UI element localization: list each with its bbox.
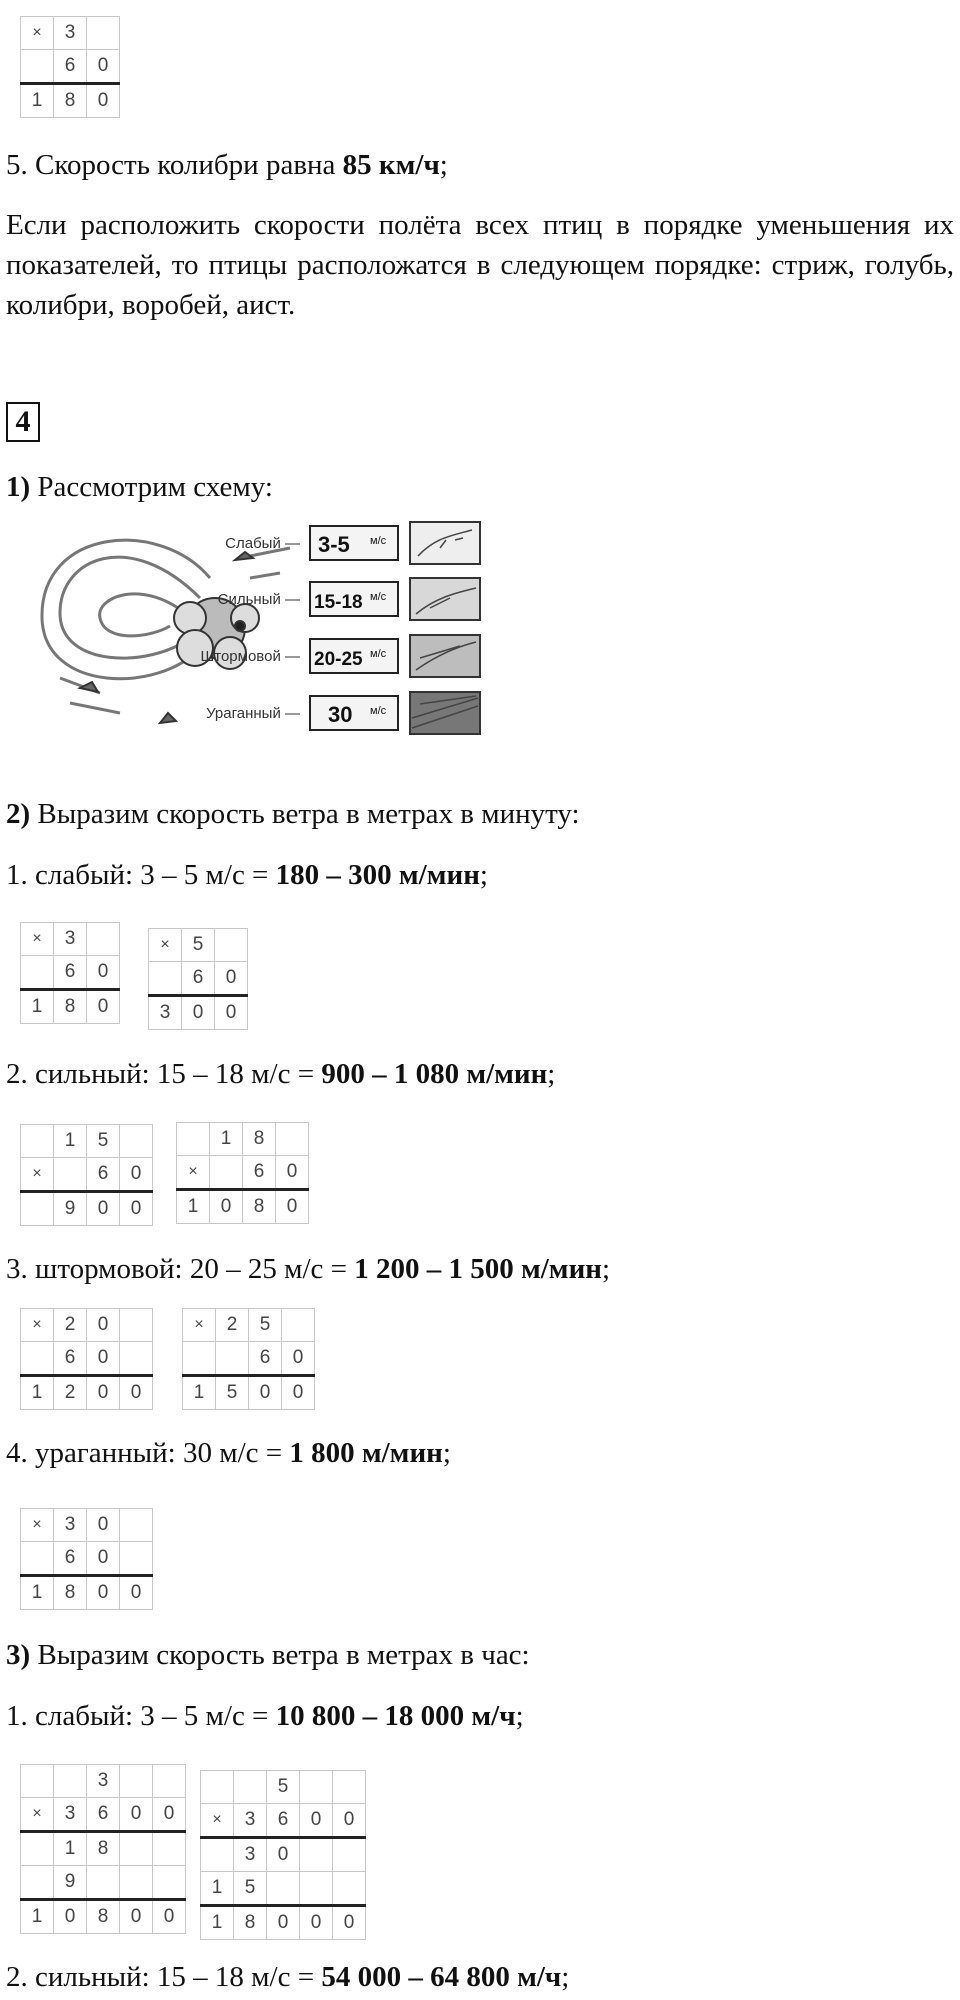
grid-cell: 0 — [87, 1576, 120, 1610]
item-prefix: 2. сильный: 15 – 18 м/с = — [6, 1058, 322, 1090]
grid-cell: × — [21, 923, 54, 956]
grid-cell: 5 — [267, 1771, 300, 1804]
grid-cell: 5 — [87, 1125, 120, 1158]
scheme-label-storm: Штормовой — — [200, 648, 300, 665]
storm-wind-picture — [410, 635, 480, 677]
s3-item-strong — [6, 1958, 569, 1996]
scheme-value-storm: 20-25 — [314, 649, 363, 670]
scheme-label-weak: Слабый — — [225, 535, 300, 552]
grid-cell — [149, 962, 182, 996]
grid-cell — [21, 1125, 54, 1158]
step1-line — [6, 468, 273, 506]
grid-cell: 9 — [54, 1192, 87, 1226]
grid-cell: 0 — [300, 1906, 333, 1940]
grid-cell: × — [149, 929, 182, 962]
item-value: 54 000 – 64 800 м/ч — [321, 1961, 562, 1993]
item-value: 10 800 – 18 000 м/ч — [275, 1700, 516, 1732]
grid-cell: 1 — [183, 1376, 216, 1410]
hurricane-wind-picture — [410, 692, 480, 734]
calc-1500 — [182, 1308, 315, 1410]
grid-cell: 0 — [153, 1900, 186, 1934]
grid-cell: 0 — [276, 1190, 309, 1224]
grid-cell: 0 — [210, 1190, 243, 1224]
grid-cell — [21, 1765, 54, 1798]
grid-cell — [300, 1872, 333, 1906]
calc-300 — [148, 928, 248, 1030]
s2-item-weak — [6, 856, 488, 894]
grid-cell — [201, 1838, 234, 1872]
grid-cell: 5 — [249, 1309, 282, 1342]
grid-cell: 8 — [54, 1576, 87, 1610]
grid-cell: 3 — [54, 1509, 87, 1542]
grid-cell: 8 — [87, 1832, 120, 1866]
item5-line — [6, 146, 448, 184]
grid-cell: 5 — [234, 1872, 267, 1906]
grid-cell: 1 — [177, 1190, 210, 1224]
grid-cell: 3 — [87, 1765, 120, 1798]
calc-18000 — [200, 1770, 366, 1940]
item-suffix: ; — [442, 1437, 451, 1469]
item-value: 1 200 – 1 500 м/мин — [354, 1253, 602, 1285]
grid-cell — [120, 1342, 153, 1376]
scheme-value-strong: 15-18 — [314, 592, 363, 613]
grid-cell: × — [177, 1156, 210, 1190]
grid-cell: 6 — [54, 956, 87, 990]
grid-cell — [21, 50, 54, 84]
grid-cell: × — [201, 1804, 234, 1838]
scheme-value-weak: 3-5 — [318, 532, 350, 557]
grid-cell: 8 — [243, 1190, 276, 1224]
item-prefix: 1. слабый: 3 – 5 м/с = — [6, 1700, 276, 1732]
grid-cell: 0 — [215, 996, 248, 1030]
grid-cell: 0 — [276, 1156, 309, 1190]
grid-cell — [120, 1765, 153, 1798]
grid-cell: 6 — [243, 1156, 276, 1190]
calc-60x3 — [20, 16, 120, 118]
item-prefix: 4. ураганный: 30 м/с = — [6, 1437, 290, 1469]
step2-text: Выразим скорость ветра в метрах в минуту: — [30, 798, 580, 830]
grid-cell — [120, 1866, 153, 1900]
grid-cell: 1 — [201, 1872, 234, 1906]
grid-cell: 0 — [87, 1309, 120, 1342]
step3-line — [6, 1636, 530, 1674]
item5-prefix: 5. Скорость колибри равна — [6, 149, 343, 181]
grid-cell: 6 — [54, 1342, 87, 1376]
grid-cell — [120, 1832, 153, 1866]
grid-cell: 2 — [216, 1309, 249, 1342]
grid-cell — [282, 1309, 315, 1342]
grid-cell: 0 — [300, 1804, 333, 1838]
grid-cell: 9 — [54, 1866, 87, 1900]
grid-cell: × — [21, 1309, 54, 1342]
item-prefix: 2. сильный: 15 – 18 м/с = — [6, 1961, 322, 1993]
step3-text: Выразим скорость ветра в метрах в час: — [30, 1639, 530, 1671]
grid-cell: 5 — [216, 1376, 249, 1410]
grid-cell: 2 — [54, 1376, 87, 1410]
step1-text: Рассмотрим схему: — [30, 471, 273, 503]
s3-item-weak — [6, 1697, 524, 1735]
item-value: 1 800 м/мин — [289, 1437, 443, 1469]
grid-cell — [300, 1771, 333, 1804]
grid-cell — [120, 1309, 153, 1342]
grid-cell: 0 — [87, 956, 120, 990]
calc-10800 — [20, 1764, 186, 1934]
scheme-unit: м/с — [370, 591, 387, 603]
grid-cell: 0 — [87, 1376, 120, 1410]
grid-cell — [21, 1342, 54, 1376]
grid-cell: 6 — [54, 1542, 87, 1576]
grid-cell: 6 — [182, 962, 215, 996]
step3-num: 3) — [6, 1639, 31, 1671]
grid-cell: 8 — [54, 990, 87, 1024]
grid-cell: 0 — [333, 1804, 366, 1838]
grid-cell: 8 — [87, 1900, 120, 1934]
grid-cell — [333, 1872, 366, 1906]
grid-cell: 0 — [87, 1509, 120, 1542]
grid-cell: 8 — [243, 1123, 276, 1156]
item-value: 180 – 300 м/мин — [275, 859, 480, 891]
grid-cell: 0 — [182, 996, 215, 1030]
grid-cell: 0 — [87, 50, 120, 84]
grid-cell — [21, 1832, 54, 1866]
grid-cell: 1 — [21, 1576, 54, 1610]
grid-cell: 0 — [120, 1158, 153, 1192]
scheme-unit: м/с — [370, 535, 387, 547]
step1-num: 1) — [6, 471, 31, 503]
grid-cell — [153, 1866, 186, 1900]
grid-cell — [153, 1832, 186, 1866]
grid-cell — [21, 1542, 54, 1576]
grid-cell — [234, 1771, 267, 1804]
grid-cell: × — [21, 1798, 54, 1832]
grid-cell: 1 — [54, 1125, 87, 1158]
grid-cell: 8 — [54, 84, 87, 118]
grid-cell — [216, 1342, 249, 1376]
grid-cell: 1 — [54, 1832, 87, 1866]
grid-cell: × — [21, 17, 54, 50]
item5-suffix: ; — [439, 149, 448, 181]
step2-num: 2) — [6, 798, 31, 830]
order-paragraph: Если расположить скорости полёта всех птиц в порядке уменьшения их показателей, то птицы расположатся в следующем порядке: стриж, голубь, колибри, воробей, аист. — [6, 209, 954, 321]
scheme-value-hurricane: 30 — [328, 702, 353, 727]
item-prefix: 1. слабый: 3 – 5 м/с = — [6, 859, 276, 891]
grid-cell — [276, 1123, 309, 1156]
weak-wind-picture — [410, 522, 480, 564]
grid-cell: 6 — [87, 1798, 120, 1832]
grid-cell: 0 — [249, 1376, 282, 1410]
grid-cell: 0 — [87, 1342, 120, 1376]
grid-cell: 0 — [87, 84, 120, 118]
scheme-unit: м/с — [370, 705, 387, 717]
grid-cell — [215, 929, 248, 962]
grid-cell: 1 — [21, 990, 54, 1024]
grid-cell: 6 — [267, 1804, 300, 1838]
task-number-box: 4 — [6, 402, 40, 442]
grid-cell — [120, 1125, 153, 1158]
grid-cell — [54, 1158, 87, 1192]
grid-cell — [21, 956, 54, 990]
grid-cell — [333, 1838, 366, 1872]
grid-cell: 0 — [120, 1798, 153, 1832]
grid-cell: 0 — [87, 1192, 120, 1226]
grid-cell: 6 — [249, 1342, 282, 1376]
s2-item-strong — [6, 1055, 555, 1093]
grid-cell — [21, 1192, 54, 1226]
grid-cell: 3 — [54, 1798, 87, 1832]
grid-cell: × — [183, 1309, 216, 1342]
item-suffix: ; — [515, 1700, 524, 1732]
calc-1080 — [176, 1122, 309, 1224]
grid-cell: 0 — [282, 1342, 315, 1376]
item5-value: 85 км/ч — [342, 149, 440, 181]
item-suffix: ; — [547, 1058, 556, 1090]
grid-cell — [300, 1838, 333, 1872]
grid-cell: 3 — [234, 1838, 267, 1872]
grid-cell: 0 — [267, 1906, 300, 1940]
grid-cell: 0 — [282, 1376, 315, 1410]
grid-cell: 0 — [120, 1192, 153, 1226]
item-suffix: ; — [561, 1961, 570, 1993]
grid-cell: 0 — [120, 1900, 153, 1934]
grid-cell — [120, 1542, 153, 1576]
grid-cell: × — [21, 1158, 54, 1192]
grid-cell: 8 — [234, 1906, 267, 1940]
grid-cell: 0 — [267, 1838, 300, 1872]
s2-item-hurricane — [6, 1434, 451, 1472]
item-suffix: ; — [601, 1253, 611, 1285]
grid-cell: 0 — [87, 990, 120, 1024]
grid-cell: 3 — [234, 1804, 267, 1838]
calc-180 — [20, 922, 120, 1024]
grid-cell — [333, 1771, 366, 1804]
grid-cell — [21, 1866, 54, 1900]
grid-cell: 1 — [21, 84, 54, 118]
grid-cell — [87, 17, 120, 50]
scheme-unit: м/с — [370, 648, 387, 660]
item-suffix: ; — [479, 859, 488, 891]
grid-cell — [54, 1765, 87, 1798]
grid-cell — [120, 1509, 153, 1542]
grid-cell — [201, 1771, 234, 1804]
grid-cell: 2 — [54, 1309, 87, 1342]
scheme-label-strong: Сильный — — [217, 591, 300, 608]
grid-cell: 0 — [87, 1542, 120, 1576]
grid-cell: 0 — [120, 1576, 153, 1610]
grid-cell: 0 — [120, 1376, 153, 1410]
grid-cell: 5 — [182, 929, 215, 962]
grid-cell — [177, 1123, 210, 1156]
calc-1800 — [20, 1508, 153, 1610]
grid-cell: 0 — [333, 1906, 366, 1940]
grid-cell — [267, 1872, 300, 1906]
grid-cell: 1 — [21, 1900, 54, 1934]
step2-line — [6, 795, 580, 833]
grid-cell — [153, 1765, 186, 1798]
grid-cell: 1 — [201, 1906, 234, 1940]
grid-cell — [87, 1866, 120, 1900]
wind-scheme-illustration — [40, 518, 585, 763]
grid-cell: 3 — [149, 996, 182, 1030]
grid-cell — [183, 1342, 216, 1376]
item-value: 900 – 1 080 м/мин — [321, 1058, 548, 1090]
s2-item-storm — [6, 1250, 610, 1288]
grid-cell: 3 — [54, 923, 87, 956]
grid-cell: 1 — [21, 1376, 54, 1410]
strong-wind-picture — [410, 578, 480, 620]
grid-cell: 6 — [87, 1158, 120, 1192]
grid-cell — [87, 923, 120, 956]
grid-cell — [210, 1156, 243, 1190]
grid-cell: 0 — [54, 1900, 87, 1934]
grid-cell: 1 — [210, 1123, 243, 1156]
calc-1200 — [20, 1308, 153, 1410]
scheme-label-hurricane: Ураганный — — [206, 705, 300, 722]
grid-cell: 0 — [153, 1798, 186, 1832]
grid-cell: 3 — [54, 17, 87, 50]
grid-cell: 6 — [54, 50, 87, 84]
grid-cell: × — [21, 1509, 54, 1542]
item-prefix: 3. штормовой: 20 – 25 м/с = — [6, 1253, 355, 1285]
calc-900 — [20, 1124, 153, 1226]
grid-cell: 0 — [215, 962, 248, 996]
